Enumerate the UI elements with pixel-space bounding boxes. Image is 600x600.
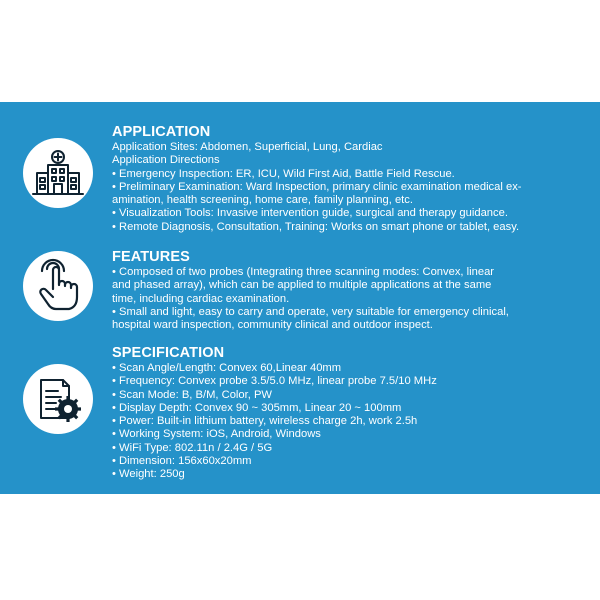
application-line: amination, health screening, home care, family planning, etc. (112, 194, 413, 207)
specification-line: • Scan Mode: B, B/M, Color, PW (112, 388, 272, 401)
features-line: hospital ward inspection, community clinical and outdoor inspect. (112, 319, 433, 332)
features-heading: FEATURES (112, 249, 190, 265)
specification-line: • Frequency: Convex probe 3.5/5.0 MHz, linear probe 7.5/10 MHz (112, 375, 437, 388)
document-gear-icon (23, 364, 93, 434)
application-line: • Preliminary Examination: Ward Inspection, primary clinic examination medical ex- (112, 180, 522, 193)
hospital-icon (23, 138, 93, 208)
specification-line: • Weight: 250g (112, 468, 185, 481)
features-line: • Small and light, easy to carry and operate, very suitable for emergency clinical, (112, 305, 509, 318)
features-line: • Composed of two probes (Integrating three scanning modes: Convex, linear (112, 266, 495, 278)
specification-line: • WiFi Type: 802.11n / 2.4G / 5G (112, 441, 273, 454)
application-line: Application Directions (112, 154, 220, 167)
specification-line: • Display Depth: Convex 90 ~ 305mm, Linear 20 ~ 100mm (112, 401, 402, 414)
application-line: • Remote Diagnosis, Consultation, Training: Works on smart phone or tablet, easy. (112, 220, 520, 233)
specification-line: • Working System: iOS, Android, Windows (112, 428, 321, 441)
features-line: and phased array), which can be applied to multiple applications at the same (112, 279, 492, 292)
application-line: • Emergency Inspection: ER, ICU, Wild First Aid, Battle Field Rescue. (112, 167, 455, 180)
hand-pointer-icon (23, 251, 93, 321)
specification-section (112, 345, 592, 482)
application-line: • Visualization Tools: Invasive intervention guide, surgical and therapy guidance. (112, 207, 508, 220)
application-heading: APPLICATION (112, 124, 211, 140)
application-line: Application Sites: Abdomen, Superficial, Lung, Cardiac (112, 141, 383, 153)
specification-heading: SPECIFICATION (112, 345, 225, 361)
features-line: time, including cardiac examination. (112, 292, 290, 305)
application-section (112, 124, 592, 234)
specification-line: • Dimension: 156x60x20mm (112, 455, 252, 468)
features-section (112, 249, 592, 332)
specification-line: • Scan Angle/Length: Convex 60,Linear 40mm (112, 362, 342, 374)
specification-line: • Power: Built-in lithium battery, wireless charge 2h, work 2.5h (112, 415, 418, 428)
